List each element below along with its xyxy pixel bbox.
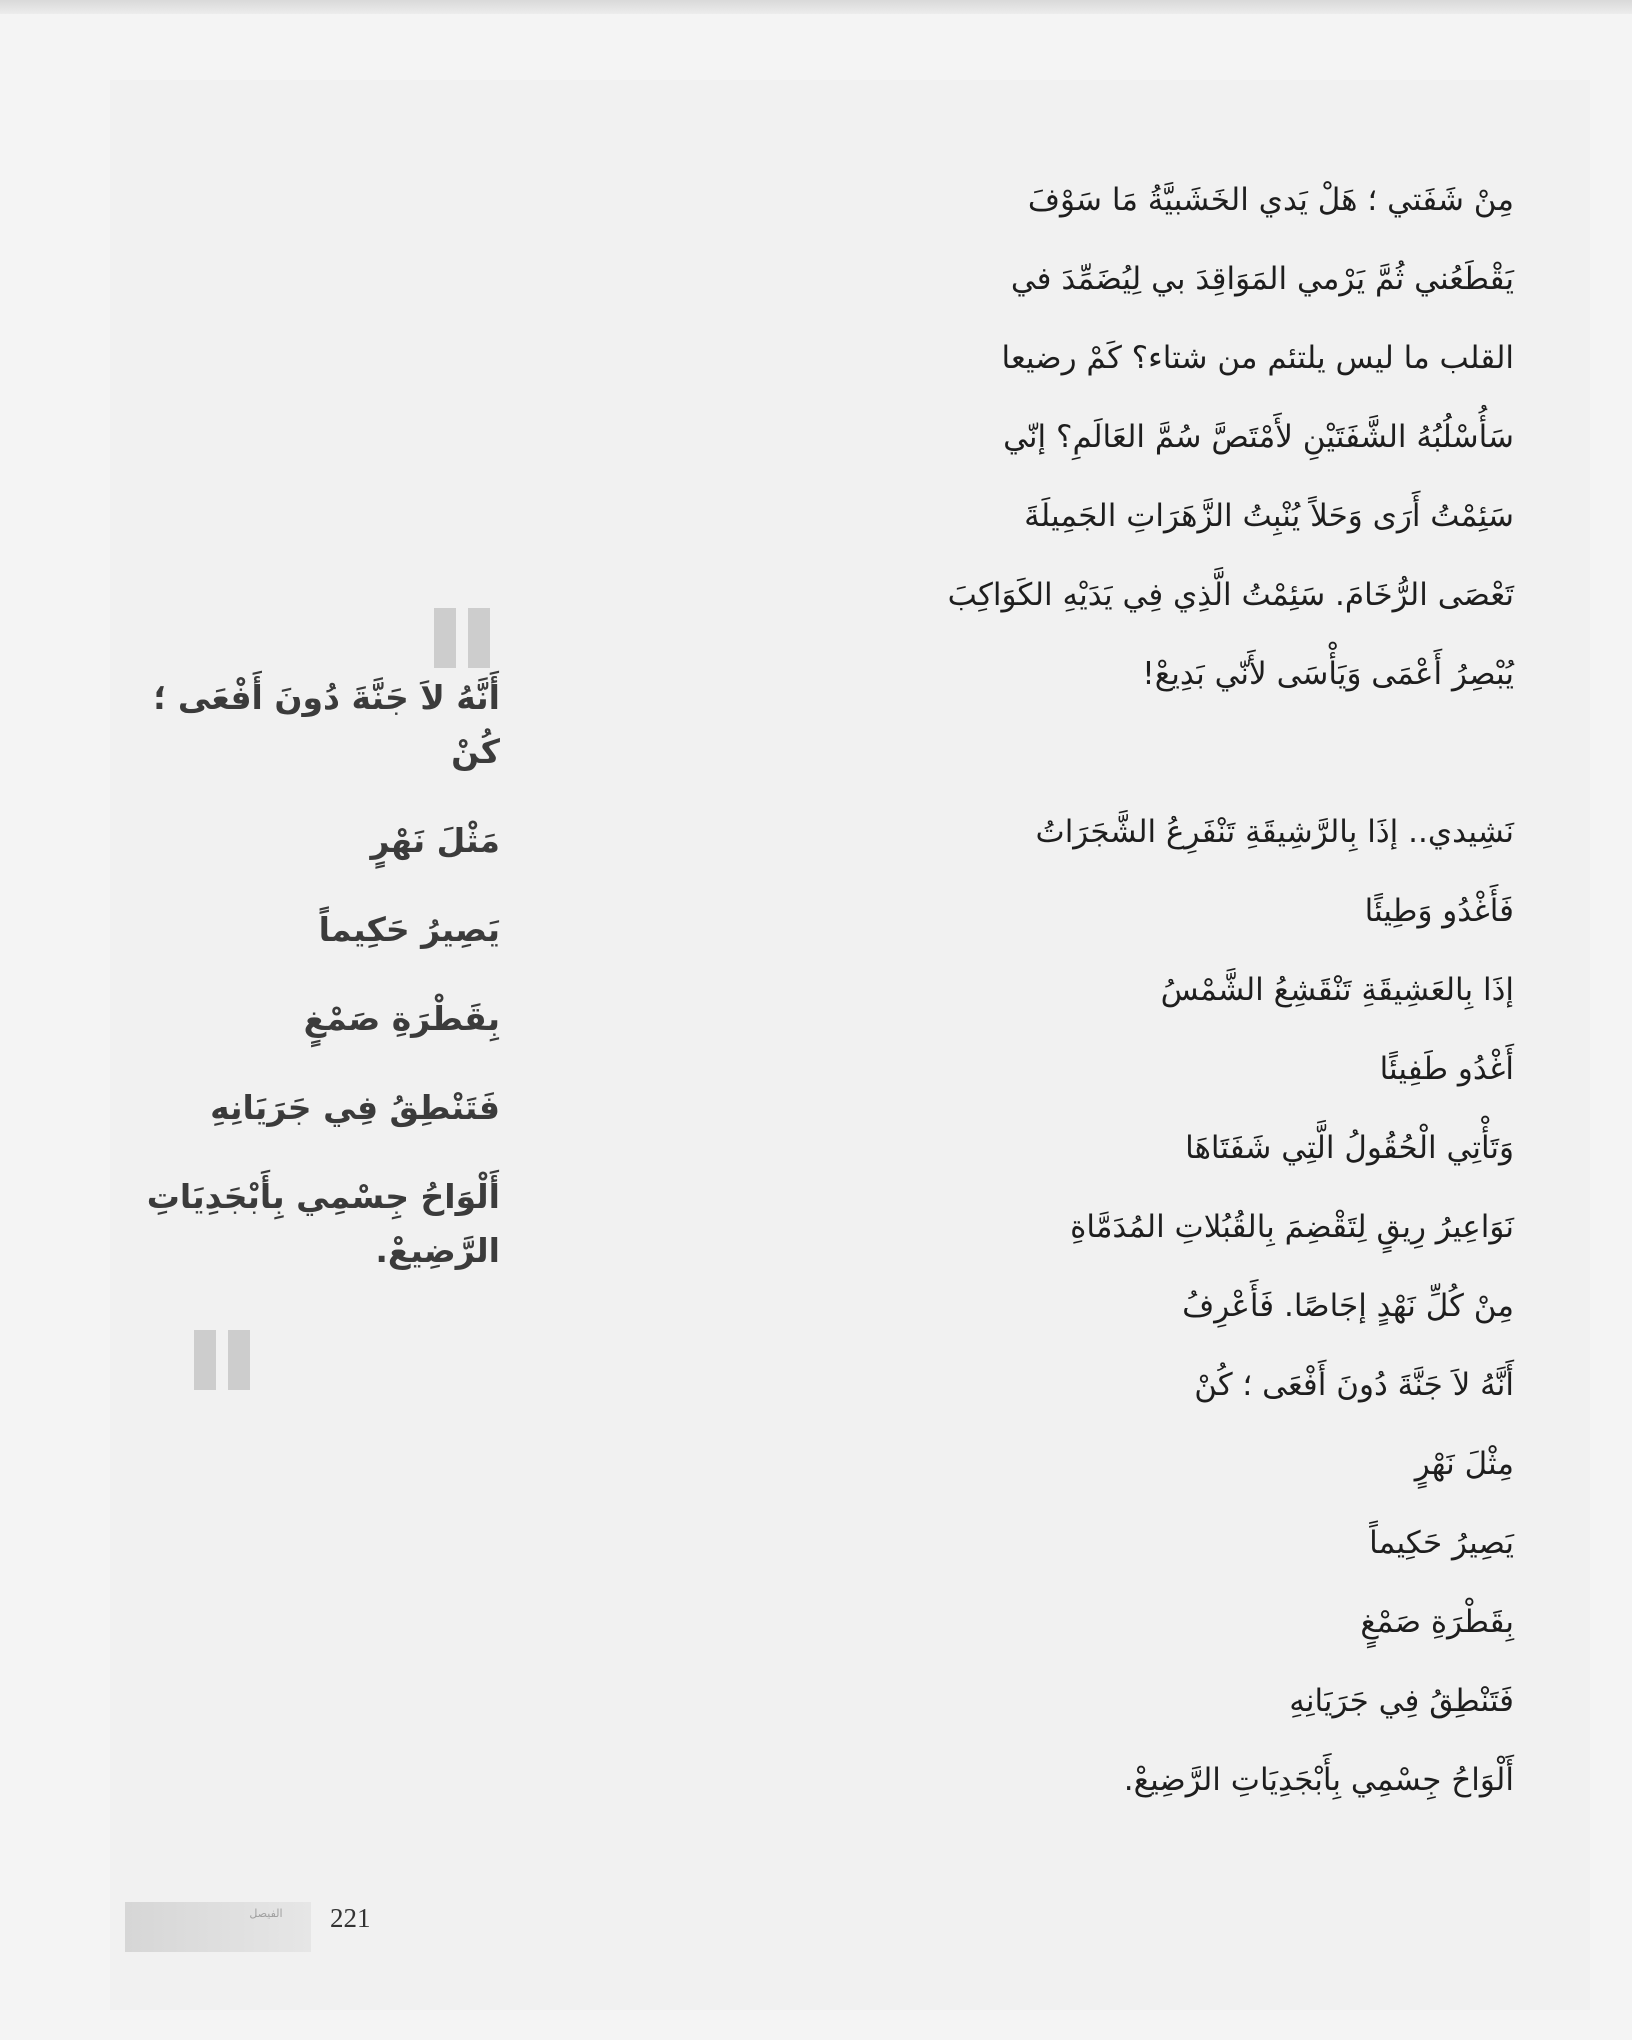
- poem-line: إذَا بِالعَشِيقَةِ تَنْقَشِعُ الشَّمْسُ: [1160, 972, 1514, 1008]
- pull-quote: [146, 670, 500, 1312]
- poem-line: القلب ما ليس يلتئم من شتاء؟ كَمْ رضيعا: [1001, 340, 1514, 376]
- pull-quote-line: فَتَنْطِقُ فِي جَرَيَانِهِ: [210, 1088, 500, 1127]
- poem-line: بِقَطْرَةِ صَمْغٍ: [1360, 1604, 1514, 1640]
- pull-quote-line: كُنْ: [451, 732, 500, 771]
- quote-open-mark: [434, 608, 490, 668]
- page-number: 221: [330, 1903, 371, 1933]
- pull-quote-line: مَثْلَ نَهْرٍ: [370, 821, 500, 860]
- poem-line: وَتَأْتِي الْحُقُولُ الَّتِي شَفَتَاهَا: [1185, 1130, 1514, 1166]
- stanza-1: [754, 170, 1514, 723]
- pull-quote-line: يَصِيرُ حَكِيماً: [318, 910, 500, 949]
- quote-close-mark: [194, 1330, 250, 1390]
- poem-line: نَوَاعِيرُ رِيقٍ لِتَقْضِمَ بِالقُبُلاتِ المُدَمَّاةِ: [1070, 1209, 1514, 1245]
- stanza-2: [754, 802, 1514, 1829]
- poem-line: أَغْدُو طَفِيئًا: [1379, 1051, 1514, 1087]
- poem-line: يَصِيرُ حَكِيماً: [1369, 1525, 1514, 1561]
- magazine-logo: الفيصل: [249, 1907, 283, 1920]
- pull-quote-line: بِقَطْرَةِ صَمْغٍ: [303, 999, 500, 1038]
- poem-line: تَعْصَى الرُّخَامَ. سَئِمْتُ الَّذِي فِي يَدَيْهِ الكَوَاكِبَ: [947, 577, 1514, 613]
- scan-top-edge: [0, 0, 1632, 14]
- stanza-spacer: [754, 723, 1514, 802]
- poem-line: مِنْ كُلِّ نَهْدٍ إجَاصًا. فَأَعْرِفُ: [1182, 1288, 1514, 1324]
- poem-line: يُبْصِرُ أَعْمَى وَيَأْسَى لأَنّي بَدِيعْ!: [1142, 656, 1514, 692]
- poem-line: مِثْلَ نَهْرٍ: [1414, 1446, 1514, 1482]
- poem-line: نَشِيدي.. إذَا بِالرَّشِيقَةِ تَنْفَرِعُ الشَّجَرَاتُ: [1035, 814, 1514, 850]
- poem-line: فَأَغْدُو وَطِيئًا: [1364, 893, 1514, 929]
- poem-line: يَقْطَعُني ثُمَّ يَرْمي المَوَاقِدَ بي لِيُضَمِّدَ في: [1010, 261, 1514, 297]
- poem-body: [754, 170, 1514, 1829]
- poem-line: سَئِمْتُ أَرَى وَحَلاً يُنْبِتُ الزَّهَرَاتِ الجَمِيلَةَ: [1024, 498, 1514, 534]
- poem-line: فَتَنْطِقُ فِي جَرَيَانِهِ: [1289, 1683, 1514, 1719]
- pull-quote-line: أَلْوَاحُ جِسْمِي بِأَبْجَدِيَاتِ: [146, 1177, 500, 1216]
- pull-quote-line: الرَّضِيعْ.: [375, 1231, 500, 1270]
- poem-line: سَأُسْلُبُهُ الشَّفَتَيْنِ لأَمْتَصَّ سُمَّ العَالَمِ؟ إنّي: [1003, 419, 1514, 455]
- pull-quote-line: أَنَّهُ لاَ جَنَّةَ دُونَ أَفْعَى ؛: [153, 678, 500, 717]
- poem-line: أَلْوَاحُ جِسْمِي بِأَبْجَدِيَاتِ الرَّضِيعْ.: [1123, 1762, 1514, 1798]
- poem-line: أَنَّهُ لاَ جَنَّةَ دُونَ أَفْعَى ؛ كُنْ: [1194, 1367, 1514, 1403]
- poem-line: مِنْ شَفَتي ؛ هَلْ يَدي الخَشَبيَّةُ مَا سَوْفَ: [1027, 182, 1514, 218]
